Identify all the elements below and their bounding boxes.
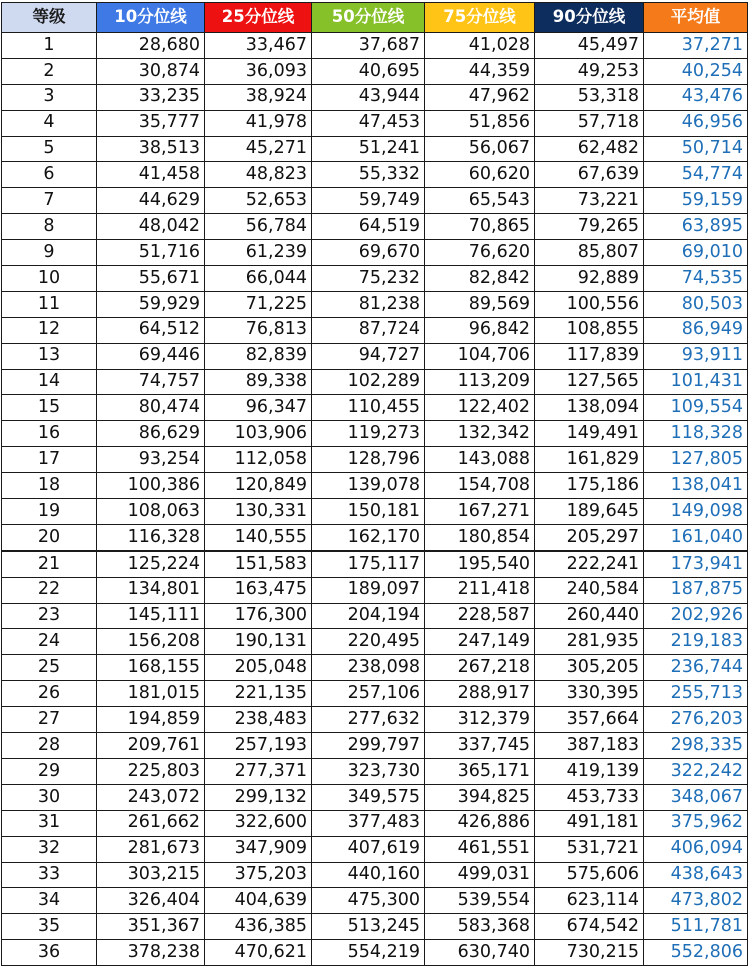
p50-cell: 69,670: [312, 240, 425, 266]
p75-cell: 583,368: [425, 914, 535, 940]
p10-cell: 326,404: [97, 888, 205, 914]
table-row: [2, 577, 748, 603]
p10-cell: 181,015: [97, 681, 205, 707]
header-p10: 10分位线: [97, 3, 205, 33]
p50-cell: 323,730: [312, 758, 425, 784]
average-cell: 236,744: [644, 655, 748, 681]
p10-cell: 59,929: [97, 291, 205, 317]
average-cell: 202,926: [644, 603, 748, 629]
level-cell: 22: [2, 577, 97, 603]
p25-cell: 238,483: [205, 707, 312, 733]
p10-cell: 93,254: [97, 447, 205, 473]
level-cell: 21: [2, 551, 97, 577]
table-row: [2, 33, 748, 59]
p10-cell: 156,208: [97, 629, 205, 655]
table-row: [2, 317, 748, 343]
p50-cell: 139,078: [312, 473, 425, 499]
table-row: [2, 603, 748, 629]
p90-cell: 260,440: [535, 603, 644, 629]
table-row: [2, 214, 748, 240]
p75-cell: 70,865: [425, 214, 535, 240]
p75-cell: 154,708: [425, 473, 535, 499]
p25-cell: 33,467: [205, 33, 312, 59]
p50-cell: 64,519: [312, 214, 425, 240]
p75-cell: 195,540: [425, 551, 535, 577]
p25-cell: 221,135: [205, 681, 312, 707]
p90-cell: 240,584: [535, 577, 644, 603]
p50-cell: 81,238: [312, 291, 425, 317]
p90-cell: 623,114: [535, 888, 644, 914]
level-cell: 8: [2, 214, 97, 240]
average-cell: 109,554: [644, 395, 748, 421]
table-row: [2, 940, 748, 966]
average-cell: 149,098: [644, 499, 748, 525]
p50-cell: 189,097: [312, 577, 425, 603]
p90-cell: 222,241: [535, 551, 644, 577]
p25-cell: 82,839: [205, 343, 312, 369]
p75-cell: 113,209: [425, 369, 535, 395]
average-cell: 406,094: [644, 836, 748, 862]
table-row: [2, 266, 748, 292]
level-cell: 10: [2, 266, 97, 292]
table-row: [2, 499, 748, 525]
p50-cell: 377,483: [312, 810, 425, 836]
table-row: [2, 162, 748, 188]
p25-cell: 140,555: [205, 524, 312, 550]
average-cell: 40,254: [644, 58, 748, 84]
table-row: [2, 681, 748, 707]
p25-cell: 163,475: [205, 577, 312, 603]
p50-cell: 220,495: [312, 629, 425, 655]
level-cell: 11: [2, 291, 97, 317]
p50-cell: 349,575: [312, 784, 425, 810]
average-cell: 552,806: [644, 940, 748, 966]
average-cell: 473,802: [644, 888, 748, 914]
level-cell: 29: [2, 758, 97, 784]
level-cell: 17: [2, 447, 97, 473]
p25-cell: 61,239: [205, 240, 312, 266]
table-row: [2, 810, 748, 836]
table-body: [2, 33, 748, 966]
p90-cell: 330,395: [535, 681, 644, 707]
p75-cell: 247,149: [425, 629, 535, 655]
p75-cell: 82,842: [425, 266, 535, 292]
p50-cell: 55,332: [312, 162, 425, 188]
p25-cell: 71,225: [205, 291, 312, 317]
p90-cell: 53,318: [535, 84, 644, 110]
p90-cell: 117,839: [535, 343, 644, 369]
p25-cell: 120,849: [205, 473, 312, 499]
header-p75: 75分位线: [425, 3, 535, 33]
p90-cell: 730,215: [535, 940, 644, 966]
average-cell: 255,713: [644, 681, 748, 707]
p90-cell: 491,181: [535, 810, 644, 836]
average-cell: 59,159: [644, 188, 748, 214]
level-cell: 1: [2, 33, 97, 59]
p50-cell: 299,797: [312, 733, 425, 759]
table-row: [2, 240, 748, 266]
p75-cell: 499,031: [425, 862, 535, 888]
p50-cell: 40,695: [312, 58, 425, 84]
p25-cell: 56,784: [205, 214, 312, 240]
level-cell: 12: [2, 317, 97, 343]
salary-percentile-table: [1, 2, 748, 966]
p25-cell: 52,653: [205, 188, 312, 214]
p10-cell: 28,680: [97, 33, 205, 59]
level-cell: 24: [2, 629, 97, 655]
p25-cell: 130,331: [205, 499, 312, 525]
p75-cell: 89,569: [425, 291, 535, 317]
table-row: [2, 369, 748, 395]
average-cell: 37,271: [644, 33, 748, 59]
p50-cell: 87,724: [312, 317, 425, 343]
p90-cell: 674,542: [535, 914, 644, 940]
p75-cell: 394,825: [425, 784, 535, 810]
p75-cell: 312,379: [425, 707, 535, 733]
level-cell: 16: [2, 421, 97, 447]
p10-cell: 351,367: [97, 914, 205, 940]
p75-cell: 180,854: [425, 524, 535, 550]
table-row: [2, 291, 748, 317]
p75-cell: 461,551: [425, 836, 535, 862]
p90-cell: 92,889: [535, 266, 644, 292]
p50-cell: 59,749: [312, 188, 425, 214]
p25-cell: 38,924: [205, 84, 312, 110]
p10-cell: 35,777: [97, 110, 205, 136]
p50-cell: 94,727: [312, 343, 425, 369]
p75-cell: 228,587: [425, 603, 535, 629]
table-row: [2, 343, 748, 369]
p50-cell: 75,232: [312, 266, 425, 292]
p50-cell: 43,944: [312, 84, 425, 110]
p75-cell: 51,856: [425, 110, 535, 136]
header-row: [2, 3, 748, 33]
p50-cell: 513,245: [312, 914, 425, 940]
level-cell: 23: [2, 603, 97, 629]
p75-cell: 211,418: [425, 577, 535, 603]
p25-cell: 277,371: [205, 758, 312, 784]
p10-cell: 281,673: [97, 836, 205, 862]
p90-cell: 205,297: [535, 524, 644, 550]
p10-cell: 378,238: [97, 940, 205, 966]
average-cell: 138,041: [644, 473, 748, 499]
p10-cell: 74,757: [97, 369, 205, 395]
p10-cell: 134,801: [97, 577, 205, 603]
p75-cell: 76,620: [425, 240, 535, 266]
p75-cell: 44,359: [425, 58, 535, 84]
level-cell: 36: [2, 940, 97, 966]
p25-cell: 347,909: [205, 836, 312, 862]
p50-cell: 37,687: [312, 33, 425, 59]
average-cell: 46,956: [644, 110, 748, 136]
p90-cell: 45,497: [535, 33, 644, 59]
p25-cell: 89,338: [205, 369, 312, 395]
level-cell: 30: [2, 784, 97, 810]
table-row: [2, 136, 748, 162]
p10-cell: 225,803: [97, 758, 205, 784]
average-cell: 80,503: [644, 291, 748, 317]
p90-cell: 161,829: [535, 447, 644, 473]
p10-cell: 303,215: [97, 862, 205, 888]
p90-cell: 531,721: [535, 836, 644, 862]
p25-cell: 76,813: [205, 317, 312, 343]
table-row: [2, 84, 748, 110]
level-cell: 34: [2, 888, 97, 914]
p10-cell: 125,224: [97, 551, 205, 577]
average-cell: 74,535: [644, 266, 748, 292]
table-row: [2, 836, 748, 862]
average-cell: 86,949: [644, 317, 748, 343]
p90-cell: 281,935: [535, 629, 644, 655]
p50-cell: 150,181: [312, 499, 425, 525]
p25-cell: 112,058: [205, 447, 312, 473]
p25-cell: 41,978: [205, 110, 312, 136]
p90-cell: 419,139: [535, 758, 644, 784]
average-cell: 348,067: [644, 784, 748, 810]
p90-cell: 79,265: [535, 214, 644, 240]
table-row: [2, 914, 748, 940]
average-cell: 438,643: [644, 862, 748, 888]
p25-cell: 36,093: [205, 58, 312, 84]
average-cell: 101,431: [644, 369, 748, 395]
p75-cell: 60,620: [425, 162, 535, 188]
table-row: [2, 733, 748, 759]
p50-cell: 440,160: [312, 862, 425, 888]
average-cell: 127,805: [644, 447, 748, 473]
average-cell: 161,040: [644, 524, 748, 550]
level-cell: 15: [2, 395, 97, 421]
p10-cell: 194,859: [97, 707, 205, 733]
p75-cell: 132,342: [425, 421, 535, 447]
average-cell: 322,242: [644, 758, 748, 784]
table-row: [2, 862, 748, 888]
average-cell: 93,911: [644, 343, 748, 369]
p10-cell: 51,716: [97, 240, 205, 266]
p10-cell: 41,458: [97, 162, 205, 188]
p75-cell: 539,554: [425, 888, 535, 914]
average-cell: 375,962: [644, 810, 748, 836]
level-cell: 27: [2, 707, 97, 733]
p90-cell: 85,807: [535, 240, 644, 266]
p90-cell: 305,205: [535, 655, 644, 681]
p10-cell: 69,446: [97, 343, 205, 369]
level-cell: 2: [2, 58, 97, 84]
level-cell: 26: [2, 681, 97, 707]
p90-cell: 387,183: [535, 733, 644, 759]
p25-cell: 103,906: [205, 421, 312, 447]
table-row: [2, 784, 748, 810]
level-cell: 32: [2, 836, 97, 862]
p75-cell: 41,028: [425, 33, 535, 59]
p25-cell: 190,131: [205, 629, 312, 655]
average-cell: 276,203: [644, 707, 748, 733]
p90-cell: 575,606: [535, 862, 644, 888]
level-cell: 35: [2, 914, 97, 940]
p50-cell: 204,194: [312, 603, 425, 629]
p50-cell: 257,106: [312, 681, 425, 707]
level-cell: 31: [2, 810, 97, 836]
p90-cell: 175,186: [535, 473, 644, 499]
table-row: [2, 58, 748, 84]
p25-cell: 176,300: [205, 603, 312, 629]
p10-cell: 261,662: [97, 810, 205, 836]
average-cell: 173,941: [644, 551, 748, 577]
p50-cell: 128,796: [312, 447, 425, 473]
p25-cell: 151,583: [205, 551, 312, 577]
p75-cell: 65,543: [425, 188, 535, 214]
p10-cell: 38,513: [97, 136, 205, 162]
table-row: [2, 188, 748, 214]
p50-cell: 175,117: [312, 551, 425, 577]
p90-cell: 100,556: [535, 291, 644, 317]
header-level: 等级: [2, 3, 97, 33]
average-cell: 187,875: [644, 577, 748, 603]
p75-cell: 56,067: [425, 136, 535, 162]
level-cell: 6: [2, 162, 97, 188]
p25-cell: 48,823: [205, 162, 312, 188]
p10-cell: 30,874: [97, 58, 205, 84]
level-cell: 3: [2, 84, 97, 110]
average-cell: 50,714: [644, 136, 748, 162]
table-row: [2, 655, 748, 681]
p75-cell: 167,271: [425, 499, 535, 525]
table-row: [2, 551, 748, 577]
level-cell: 20: [2, 524, 97, 550]
table-row: [2, 707, 748, 733]
header-p25: 25分位线: [205, 3, 312, 33]
p25-cell: 436,385: [205, 914, 312, 940]
p90-cell: 73,221: [535, 188, 644, 214]
p50-cell: 238,098: [312, 655, 425, 681]
p90-cell: 57,718: [535, 110, 644, 136]
p10-cell: 64,512: [97, 317, 205, 343]
p25-cell: 66,044: [205, 266, 312, 292]
p10-cell: 80,474: [97, 395, 205, 421]
p10-cell: 108,063: [97, 499, 205, 525]
p50-cell: 51,241: [312, 136, 425, 162]
p90-cell: 62,482: [535, 136, 644, 162]
p75-cell: 122,402: [425, 395, 535, 421]
p50-cell: 162,170: [312, 524, 425, 550]
level-cell: 28: [2, 733, 97, 759]
p10-cell: 86,629: [97, 421, 205, 447]
p25-cell: 375,203: [205, 862, 312, 888]
level-cell: 33: [2, 862, 97, 888]
p10-cell: 243,072: [97, 784, 205, 810]
average-cell: 54,774: [644, 162, 748, 188]
p50-cell: 119,273: [312, 421, 425, 447]
level-cell: 7: [2, 188, 97, 214]
p75-cell: 630,740: [425, 940, 535, 966]
p50-cell: 554,219: [312, 940, 425, 966]
table-row: [2, 888, 748, 914]
p10-cell: 209,761: [97, 733, 205, 759]
table-row: [2, 110, 748, 136]
p90-cell: 357,664: [535, 707, 644, 733]
p10-cell: 100,386: [97, 473, 205, 499]
p50-cell: 277,632: [312, 707, 425, 733]
p10-cell: 145,111: [97, 603, 205, 629]
level-cell: 9: [2, 240, 97, 266]
average-cell: 298,335: [644, 733, 748, 759]
header-p90: 90分位线: [535, 3, 644, 33]
table-row: [2, 524, 748, 550]
table-row: [2, 395, 748, 421]
p75-cell: 426,886: [425, 810, 535, 836]
p25-cell: 257,193: [205, 733, 312, 759]
p50-cell: 47,453: [312, 110, 425, 136]
header-average: 平均值: [644, 3, 748, 33]
p75-cell: 143,088: [425, 447, 535, 473]
average-cell: 118,328: [644, 421, 748, 447]
p90-cell: 127,565: [535, 369, 644, 395]
p25-cell: 404,639: [205, 888, 312, 914]
p90-cell: 67,639: [535, 162, 644, 188]
table-row: [2, 421, 748, 447]
table-header: [2, 3, 748, 33]
p75-cell: 365,171: [425, 758, 535, 784]
table-row: [2, 758, 748, 784]
level-cell: 19: [2, 499, 97, 525]
table-row: [2, 473, 748, 499]
p10-cell: 44,629: [97, 188, 205, 214]
p25-cell: 45,271: [205, 136, 312, 162]
p50-cell: 407,619: [312, 836, 425, 862]
p25-cell: 470,621: [205, 940, 312, 966]
average-cell: 43,476: [644, 84, 748, 110]
p75-cell: 104,706: [425, 343, 535, 369]
p10-cell: 48,042: [97, 214, 205, 240]
p10-cell: 168,155: [97, 655, 205, 681]
level-cell: 18: [2, 473, 97, 499]
p25-cell: 299,132: [205, 784, 312, 810]
p75-cell: 96,842: [425, 317, 535, 343]
table-row: [2, 447, 748, 473]
level-cell: 25: [2, 655, 97, 681]
p10-cell: 33,235: [97, 84, 205, 110]
p75-cell: 267,218: [425, 655, 535, 681]
p90-cell: 149,491: [535, 421, 644, 447]
p10-cell: 116,328: [97, 524, 205, 550]
average-cell: 63,895: [644, 214, 748, 240]
p25-cell: 96,347: [205, 395, 312, 421]
p25-cell: 322,600: [205, 810, 312, 836]
level-cell: 14: [2, 369, 97, 395]
average-cell: 69,010: [644, 240, 748, 266]
p75-cell: 47,962: [425, 84, 535, 110]
p90-cell: 189,645: [535, 499, 644, 525]
level-cell: 4: [2, 110, 97, 136]
p50-cell: 110,455: [312, 395, 425, 421]
p25-cell: 205,048: [205, 655, 312, 681]
p90-cell: 49,253: [535, 58, 644, 84]
p50-cell: 102,289: [312, 369, 425, 395]
level-cell: 5: [2, 136, 97, 162]
level-cell: 13: [2, 343, 97, 369]
header-p50: 50分位线: [312, 3, 425, 33]
average-cell: 219,183: [644, 629, 748, 655]
average-cell: 511,781: [644, 914, 748, 940]
p75-cell: 337,745: [425, 733, 535, 759]
p75-cell: 288,917: [425, 681, 535, 707]
p50-cell: 475,300: [312, 888, 425, 914]
table-row: [2, 629, 748, 655]
p90-cell: 453,733: [535, 784, 644, 810]
p90-cell: 108,855: [535, 317, 644, 343]
p10-cell: 55,671: [97, 266, 205, 292]
p90-cell: 138,094: [535, 395, 644, 421]
